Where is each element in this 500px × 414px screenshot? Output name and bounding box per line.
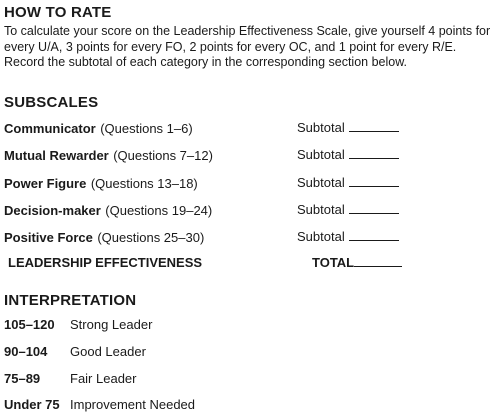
subscale-name: Communicator (4, 121, 96, 136)
total-label: TOTAL (312, 255, 355, 270)
score-label: Fair Leader (70, 371, 137, 386)
subtotal-blank[interactable] (349, 239, 399, 241)
subtotal-label: Subtotal (297, 120, 345, 135)
subscale-questions: (Questions 25–30) (97, 230, 205, 245)
interpretation-heading: INTERPRETATION (4, 292, 137, 309)
subscale-questions: (Questions 7–12) (113, 148, 213, 163)
subtotal-label: Subtotal (297, 202, 345, 217)
leadership-effectiveness-label: LEADERSHIP EFFECTIVENESS (8, 255, 203, 270)
subtotal-blank[interactable] (349, 185, 399, 187)
subscale-name: Positive Force (4, 230, 93, 245)
how-to-rate-heading: HOW TO RATE (4, 4, 112, 21)
score-label: Good Leader (70, 344, 146, 359)
subscale-name: Mutual Rewarder (4, 148, 109, 163)
subtotal-blank[interactable] (349, 212, 399, 214)
subscale-questions: (Questions 13–18) (90, 176, 198, 191)
subscale-questions: (Questions 19–24) (105, 203, 213, 218)
subtotal-label: Subtotal (297, 229, 345, 244)
score-range: 75–89 (4, 371, 41, 386)
subscale-questions: (Questions 1–6) (100, 121, 193, 136)
subscale-name: Power Figure (4, 176, 87, 191)
subscales-heading: SUBSCALES (4, 94, 99, 111)
total-blank[interactable] (354, 265, 402, 267)
subtotal-label: Subtotal (297, 175, 345, 190)
score-range: 90–104 (4, 344, 48, 359)
score-label: Improvement Needed (70, 397, 196, 412)
subtotal-blank[interactable] (349, 157, 399, 159)
subscale-name: Decision-maker (4, 203, 101, 218)
how-to-rate-text: To calculate your score on the Leadership Effectiveness Scale, give yourself 4 points for every U/A, 3 points for every FO, 2 points for every OC, and 1 point for every R/E. Record the subtotal of each category in the corresponding section below. (4, 24, 491, 69)
subtotal-blank[interactable] (349, 130, 399, 132)
subtotal-label: Subtotal (297, 147, 345, 162)
score-range: 105–120 (4, 317, 55, 332)
score-range: Under 75 (4, 397, 60, 412)
score-label: Strong Leader (70, 317, 153, 332)
